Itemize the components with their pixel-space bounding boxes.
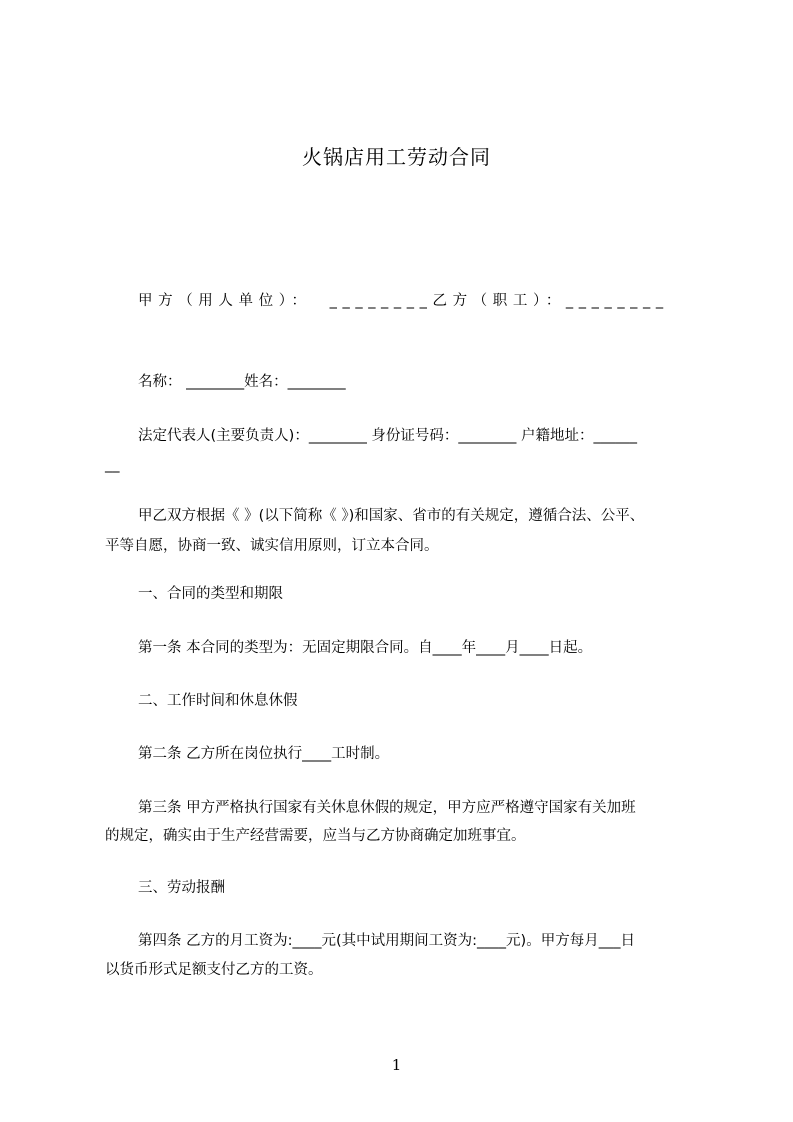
page-number: 1 [391, 1056, 402, 1074]
article-1: 第一条 本合同的类型为：无固定期限合同。自____年____月____日起。 [138, 640, 593, 656]
article-3-line-1: 第三条 甲方严格执行国家有关休息休假的规定，甲方应严格遵守国家有关加班 [138, 800, 636, 816]
name-line: 名称： ________姓名：________ [138, 374, 346, 390]
section-heading-1: 一、合同的类型和期限 [138, 586, 283, 602]
section-heading-2: 二、工作时间和休息休假 [138, 693, 298, 709]
document-title: 火锅店用工劳动合同 [302, 145, 491, 169]
party-line [138, 291, 669, 311]
party-a-blank: ________ [329, 293, 433, 309]
representative-line-continued: __ [105, 457, 120, 473]
party-b-blank: ________ [565, 293, 669, 309]
intro-paragraph-line-2: 平等自愿，协商一致、诚实信用原则，订立本合同。 [105, 538, 439, 554]
article-3-line-2: 的规定，确实由于生产经营需要，应当与乙方协商确定加班事宜。 [105, 828, 526, 844]
section-heading-3: 三、劳动报酬 [138, 880, 225, 896]
representative-line: 法定代表人(主要负责人)：________ 身份证号码：________ 户籍地址：______ [138, 428, 638, 444]
party-b-label: 乙方（职工）： [432, 293, 566, 309]
article-4-line-1: 第四条 乙方的月工资为:____元(其中试用期间工资为:____元)。甲方每月___日 [138, 933, 635, 949]
intro-paragraph-line-1: 甲乙双方根据《 》(以下简称《 》)和国家、省市的有关规定，遵循合法、公平、 [138, 508, 645, 524]
party-a-label: 甲方（用人单位）： [138, 293, 312, 309]
article-2: 第二条 乙方所在岗位执行____工时制。 [138, 746, 390, 762]
article-4-line-2: 以货币形式足额支付乙方的工资。 [105, 962, 323, 978]
